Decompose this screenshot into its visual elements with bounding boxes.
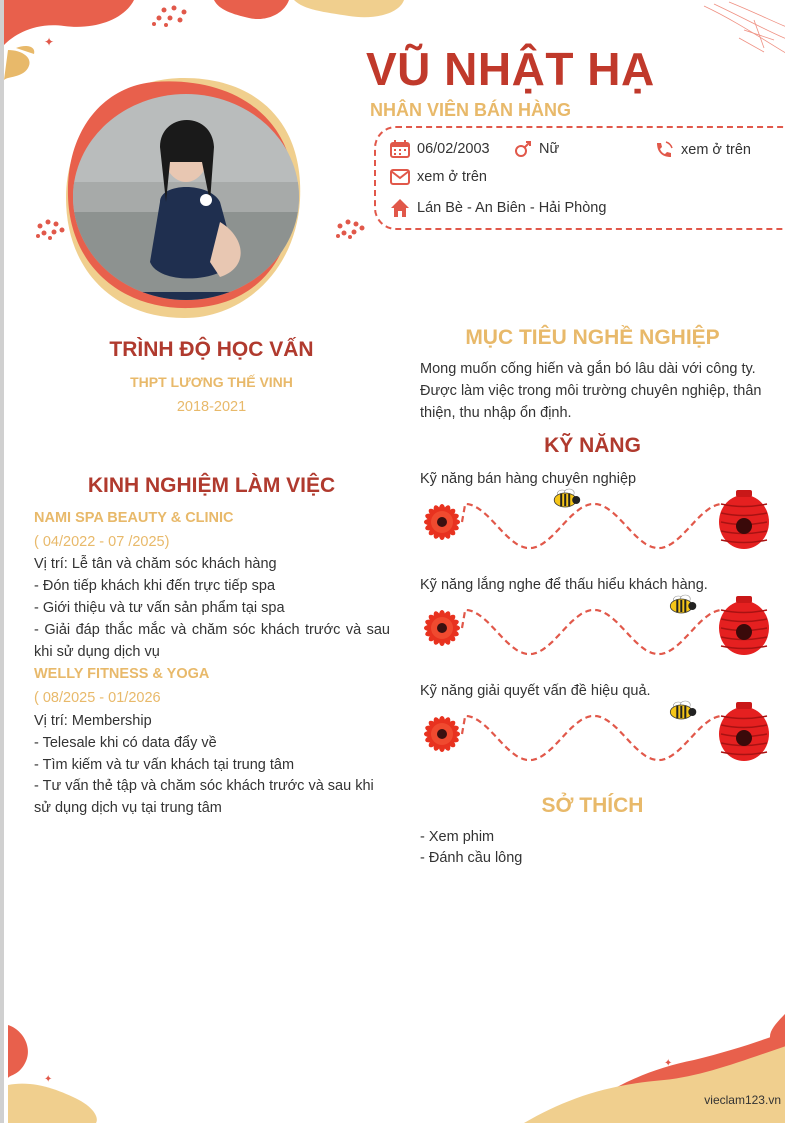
job-duty: - Giới thiệu và tư vấn sản phẩm tại spa bbox=[34, 600, 285, 616]
svg-text:✦: ✦ bbox=[664, 1058, 673, 1069]
skill-label: Kỹ năng lắng nghe để thấu hiểu khách hàng. bbox=[420, 577, 708, 593]
flower-icon bbox=[424, 716, 460, 752]
job-company: WELLY FITNESS & YOGA bbox=[34, 666, 210, 682]
flower-icon bbox=[424, 504, 460, 540]
job-title: NHÂN VIÊN BÁN HÀNG bbox=[370, 100, 572, 120]
job-position: Vị trí: Membership bbox=[34, 713, 152, 729]
job-duty: - Tìm kiếm và tư vấn khách tại trung tâm bbox=[34, 757, 295, 773]
job-period: ( 04/2022 - 07 /2025) bbox=[34, 534, 170, 550]
school-years: 2018-2021 bbox=[176, 399, 247, 415]
skill-label: Kỹ năng bán hàng chuyên nghiệp bbox=[420, 471, 637, 487]
gender-row bbox=[514, 140, 559, 158]
svg-text:✦: ✦ bbox=[44, 35, 55, 49]
job-period: ( 08/2025 - 01/2026 bbox=[34, 690, 161, 706]
skill-path bbox=[462, 716, 720, 760]
svg-text:✦: ✦ bbox=[44, 1074, 53, 1085]
profile-photo bbox=[70, 92, 302, 302]
job-duty: - Tư vấn thẻ tập và chăm sóc khách trước và sau khi sử dụng dịch vụ tại trung tâm bbox=[34, 778, 374, 816]
job-duty: - Đón tiếp khách khi đến trực tiếp spa bbox=[34, 578, 276, 594]
skills-title: KỸ NĂNG bbox=[544, 434, 641, 457]
education-title: TRÌNH ĐỘ HỌC VẤN bbox=[109, 338, 314, 361]
bee-icon bbox=[670, 701, 696, 719]
hobby-item: - Xem phim bbox=[420, 829, 495, 845]
footer-site: vieclam123.vn bbox=[704, 1093, 781, 1107]
skill-path bbox=[462, 504, 720, 548]
email-icon bbox=[390, 169, 410, 185]
bee-icon bbox=[670, 595, 696, 613]
birthday-value: 06/02/2003 bbox=[417, 141, 490, 157]
calendar-icon bbox=[390, 140, 410, 158]
phone-icon bbox=[654, 140, 674, 160]
experience-title: KINH NGHIỆM LÀM VIỆC bbox=[87, 474, 336, 497]
phone-row bbox=[654, 140, 751, 160]
beehive-icon bbox=[719, 596, 769, 655]
beehive-icon bbox=[719, 702, 769, 761]
hobbies-title: SỞ THÍCH bbox=[541, 794, 644, 817]
objective-text: Mong muốn cống hiến và gắn bó lâu dài với công ty. Được làm việc trong môi trường chuyên nghiệp, thân thiện, thu nhập ổn định. bbox=[420, 361, 762, 421]
address-value: Lán Bè - An Biên - Hải Phòng bbox=[417, 200, 607, 216]
school-name: THPT LƯƠNG THẾ VINH bbox=[130, 374, 293, 390]
flower-icon bbox=[424, 610, 460, 646]
job-company: NAMI SPA BEAUTY & CLINIC bbox=[34, 510, 234, 526]
objective-title: MỤC TIÊU NGHỀ NGHIỆP bbox=[465, 326, 720, 349]
birthday-row bbox=[390, 140, 490, 158]
skill-track bbox=[418, 594, 773, 664]
email-row bbox=[390, 169, 487, 185]
skill-track bbox=[418, 700, 773, 770]
hobby-item: - Đánh cầu lông bbox=[420, 850, 523, 866]
job-duty: - Giải đáp thắc mắc và chăm sóc khách trước và sau khi sử dụng dịch vụ bbox=[34, 622, 390, 660]
bee-icon bbox=[554, 489, 580, 507]
candidate-name: VŨ NHẬT HẠ bbox=[366, 43, 655, 95]
job-position: Vị trí: Lễ tân và chăm sóc khách hàng bbox=[34, 556, 277, 572]
address-row bbox=[390, 198, 606, 218]
gender-value: Nữ bbox=[539, 141, 560, 157]
skill-label: Kỹ năng giải quyết vấn đề hiệu quả. bbox=[420, 683, 651, 699]
skill-path bbox=[462, 610, 720, 654]
home-icon bbox=[390, 198, 410, 218]
beehive-icon bbox=[719, 490, 769, 549]
email-value: xem ở trên bbox=[417, 169, 487, 185]
phone-value: xem ở trên bbox=[681, 142, 751, 158]
gender-icon bbox=[514, 140, 532, 158]
skill-track bbox=[418, 488, 773, 558]
job-duty: - Telesale khi có data đẩy về bbox=[34, 735, 217, 751]
